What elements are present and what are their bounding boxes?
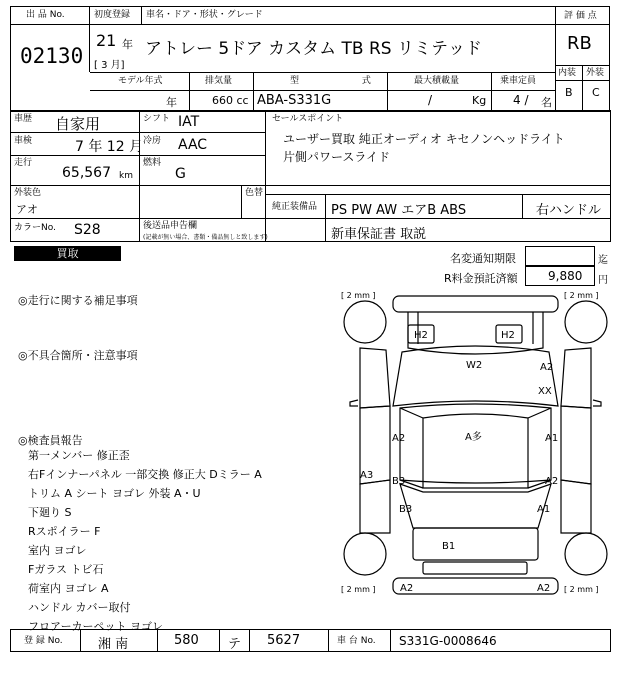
damage-mark: A2 (537, 583, 551, 594)
ac: AAC (178, 137, 208, 153)
back-door (413, 528, 538, 560)
displacement-label: 排気量 (205, 76, 233, 86)
fuel: G (175, 166, 186, 182)
inspector-line: 室内 ヨゴレ (28, 544, 87, 557)
docs: 新車保証書 取説 (331, 227, 427, 242)
right-body (561, 348, 591, 408)
kaitori-badge (14, 246, 121, 261)
roof-panel (423, 414, 528, 488)
driving-notes-label: ◎走行に関する補足事項 (18, 294, 138, 307)
reg-kana: テ (228, 637, 242, 652)
damage-mark: W2 (466, 360, 483, 371)
equipment: PS PW AW エアB ABS (331, 203, 467, 218)
inspector-line: 第一メンバー 修正歪 (28, 449, 130, 462)
lot-no: 02130 (20, 44, 84, 68)
color-no-label: カラーNo. (14, 223, 56, 233)
capacity-unit: 名 (541, 96, 552, 109)
fee: 9,880 (548, 269, 583, 283)
inspector-report (28, 446, 262, 636)
tire-front-right (565, 301, 607, 343)
damage-mark: A2 (392, 433, 406, 444)
damage-mark: A1 (537, 504, 551, 515)
lot-no-label: 出 品 No. (26, 10, 65, 20)
windshield (393, 346, 558, 406)
year-unit: 年 (122, 38, 133, 51)
inspector-line: 下廻り S (28, 506, 72, 519)
mileage-label: 走行 (14, 158, 33, 168)
first-reg-month: [ 3 月] (94, 60, 125, 71)
ac-label: 冷房 (143, 136, 162, 146)
steering: 右ハンドル (536, 203, 602, 218)
max-load-unit: Kg (472, 94, 487, 107)
tire-front-left (344, 301, 386, 343)
mileage-unit: km (119, 171, 133, 181)
shift-label: シフト (143, 114, 171, 124)
docs-note: (記載が無い場合、書類・備品無しと致します) (143, 234, 268, 241)
kaitori-badge-text: 買取 (56, 247, 79, 260)
first-reg-year: 21 (96, 31, 117, 50)
inspection: 7 年 12 月 (75, 139, 144, 155)
damage-mark: A3 (360, 470, 374, 481)
history: 自家用 (55, 115, 101, 133)
score-label: 評 価 点 (564, 11, 597, 21)
tire-depth-fr: [ 2 mm ] (564, 291, 599, 300)
tire-depth-rr: [ 2 mm ] (564, 585, 599, 594)
interior-grade: B (565, 86, 573, 99)
tire-rear-left (344, 533, 386, 575)
damage-mark: H2 (501, 330, 515, 341)
deadline-box (525, 246, 595, 266)
reg-class: 580 (174, 633, 199, 648)
sales-point-label: セールスポイント (272, 114, 344, 124)
interior-label: 内装 (558, 68, 577, 78)
deadline-label: 名変通知期限 (450, 252, 516, 265)
inspection-label: 車検 (14, 136, 33, 146)
damage-mark: XX (538, 386, 552, 397)
history-label: 車歴 (14, 114, 33, 124)
color-no: S28 (74, 222, 101, 238)
first-reg-label: 初度登録 (94, 10, 131, 20)
model-year-label: モデル年式 (118, 76, 163, 86)
fee-unit: 円 (598, 275, 608, 286)
fuel-label: 燃料 (143, 158, 162, 168)
inspector-line: ハンドル カバー取付 (28, 601, 131, 614)
left-body (360, 348, 390, 408)
chassis-label: 車 台 No. (337, 636, 376, 646)
model-type: ABA-S331G (257, 93, 332, 108)
max-load-label: 最大積載量 (414, 76, 460, 86)
tire-depth-rl: [ 2 mm ] (341, 585, 376, 594)
damage-mark: B3 (392, 476, 406, 487)
deadline-unit: 迄 (598, 255, 608, 266)
fee-label: R料金預託済額 (444, 272, 518, 285)
reg-number: 5627 (267, 633, 301, 648)
damage-mark: A2 (545, 476, 559, 487)
capacity: 4 / (513, 93, 529, 107)
score: RB (567, 33, 592, 54)
exterior-label: 外装 (586, 68, 605, 78)
damage-mark: A1 (545, 433, 559, 444)
car-name-label: 車名・ドア・形状・グレード (146, 10, 263, 20)
damage-mark: A2 (540, 362, 554, 373)
car-name: アトレー 5ドア カスタム TB RS リミテッド (145, 39, 482, 59)
inspector-label: ◎検査員報告 (18, 434, 83, 447)
type-label: 型 式 (290, 76, 401, 86)
docs-label: 後送品申告欄 (143, 221, 198, 231)
damage-mark: H2 (414, 330, 428, 341)
rear-glass (400, 484, 551, 528)
damage-mark: A多 (465, 432, 482, 443)
reg-label: 登 録 No. (24, 636, 63, 646)
inspector-line: Rスポイラー F (28, 525, 101, 538)
color-change-label: 色替 (245, 188, 264, 198)
damage-mark: B1 (442, 541, 456, 552)
hood (408, 312, 543, 354)
sales-point-line2: 片側パワースライド (283, 150, 391, 164)
exterior-color-label: 外装色 (14, 188, 42, 198)
model-year-unit: 年 (166, 96, 177, 109)
inspector-line: Fガラス トビ石 (28, 563, 104, 576)
inspector-line: フロアーカーペット ヨゴレ (28, 620, 163, 633)
max-load-sep: / (428, 93, 433, 107)
reg-area: 湘 南 (98, 637, 129, 652)
shift: IAT (178, 114, 200, 130)
sales-point-line1: ユーザー買取 純正オーディオ キセノンヘッドライト (283, 132, 565, 146)
damage-mark: B3 (399, 504, 413, 515)
defects-label: ◎不具合箇所・注意事項 (18, 349, 138, 362)
damage-diagram (338, 288, 613, 606)
tire-depth-fl: [ 2 mm ] (341, 291, 376, 300)
damage-mark: A2 (400, 583, 414, 594)
tire-rear-right (565, 533, 607, 575)
capacity-label: 乗車定員 (500, 76, 537, 86)
equipment-label: 純正装備品 (272, 202, 318, 212)
inspector-line: トリム A シート ヨゴレ 外装 A・U (28, 487, 201, 500)
front-bumper (393, 296, 558, 312)
exterior-color: アオ (16, 203, 38, 216)
chassis-no: S331G-0008646 (399, 634, 497, 648)
exterior-grade: C (592, 86, 600, 99)
inspector-line: 荷室内 ヨゴレ A (28, 582, 109, 595)
mileage: 65,567 (62, 165, 111, 181)
rear-bumper (393, 578, 558, 594)
displacement: 660 cc (212, 94, 249, 107)
inspector-line: 右Fインナーパネル 一部交換 修正大 Dミラー A (28, 468, 262, 481)
